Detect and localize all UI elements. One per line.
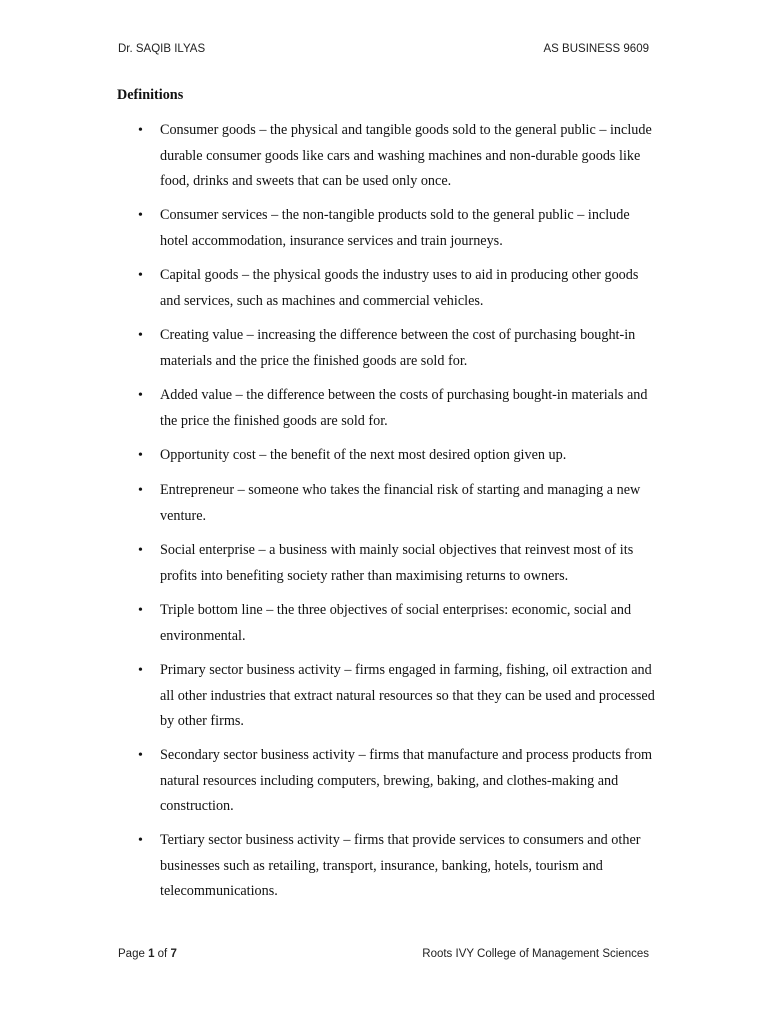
definition-text: Opportunity cost – the benefit of the next most desired option given up. (160, 447, 567, 463)
definition-text: Triple bottom line – the three objectives of social enterprises: economic, social and environmental. (160, 602, 632, 644)
bullet-icon: • (138, 748, 143, 763)
bullet-icon: • (138, 448, 143, 463)
definition-text: Consumer goods – the physical and tangible goods sold to the general public – include durable consumer goods like cars and washing machines and non-durable goods like food, drinks and sweets that can be used only once. (160, 122, 652, 189)
page-title: Definitions (117, 87, 184, 103)
header-author: Dr. SAQIB ILYAS (118, 43, 206, 55)
footer-institution: Roots IVY College of Management Sciences (422, 948, 649, 960)
list-item (138, 443, 660, 469)
list-item (138, 263, 660, 314)
definition-text: Secondary sector business activity – firms that manufacture and process products from natural resources including computers, brewing, baking, and clothes-making and construction. (160, 747, 653, 814)
bullet-icon: • (138, 123, 143, 138)
page-number (118, 948, 177, 960)
list-item (138, 478, 660, 529)
bullet-icon: • (138, 328, 143, 343)
bullet-icon: • (138, 663, 143, 678)
bullet-icon: • (138, 268, 143, 283)
definition-text: Capital goods – the physical goods the industry uses to aid in producing other goods and services, such as machines and commercial vehicles. (160, 267, 639, 309)
bullet-icon: • (138, 833, 143, 848)
list-item (138, 383, 660, 434)
list-item (138, 323, 660, 374)
definition-text: Added value – the difference between the costs of purchasing bought-in materials and the price the finished goods are sold for. (160, 387, 648, 429)
definition-text: Creating value – increasing the difference between the cost of purchasing bought-in materials and the price the finished goods are sold for. (160, 327, 636, 369)
definition-text: Primary sector business activity – firms engaged in farming, fishing, oil extraction and all other industries that extract natural resources so that they can be used and processed by other firms. (160, 662, 655, 729)
list-item (138, 598, 660, 649)
bullet-icon: • (138, 208, 143, 223)
definition-text: Social enterprise – a business with mainly social objectives that reinvest most of its profits into benefiting society rather than maximising returns to owners. (160, 542, 634, 584)
page-prefix: Page (118, 948, 149, 960)
header-course: AS BUSINESS 9609 (543, 43, 649, 55)
total-pages: 7 (170, 948, 177, 960)
list-item (138, 743, 660, 820)
bullet-icon: • (138, 483, 143, 498)
bullet-icon: • (138, 388, 143, 403)
current-page: 1 (148, 948, 155, 960)
page-of: of (154, 948, 171, 960)
list-item (138, 203, 660, 254)
definition-text: Consumer services – the non-tangible products sold to the general public – include hotel accommodation, insurance services and train journeys. (160, 207, 630, 249)
bullet-icon: • (138, 603, 143, 618)
list-item (138, 828, 660, 905)
list-item (138, 118, 660, 195)
definition-text: Entrepreneur – someone who takes the financial risk of starting and managing a new venture. (160, 482, 641, 524)
list-item (138, 538, 660, 589)
definition-text: Tertiary sector business activity – firms that provide services to consumers and other businesses such as retailing, transport, insurance, banking, hotels, tourism and telecommunications. (160, 832, 641, 899)
list-item (138, 658, 660, 735)
bullet-icon: • (138, 543, 143, 558)
